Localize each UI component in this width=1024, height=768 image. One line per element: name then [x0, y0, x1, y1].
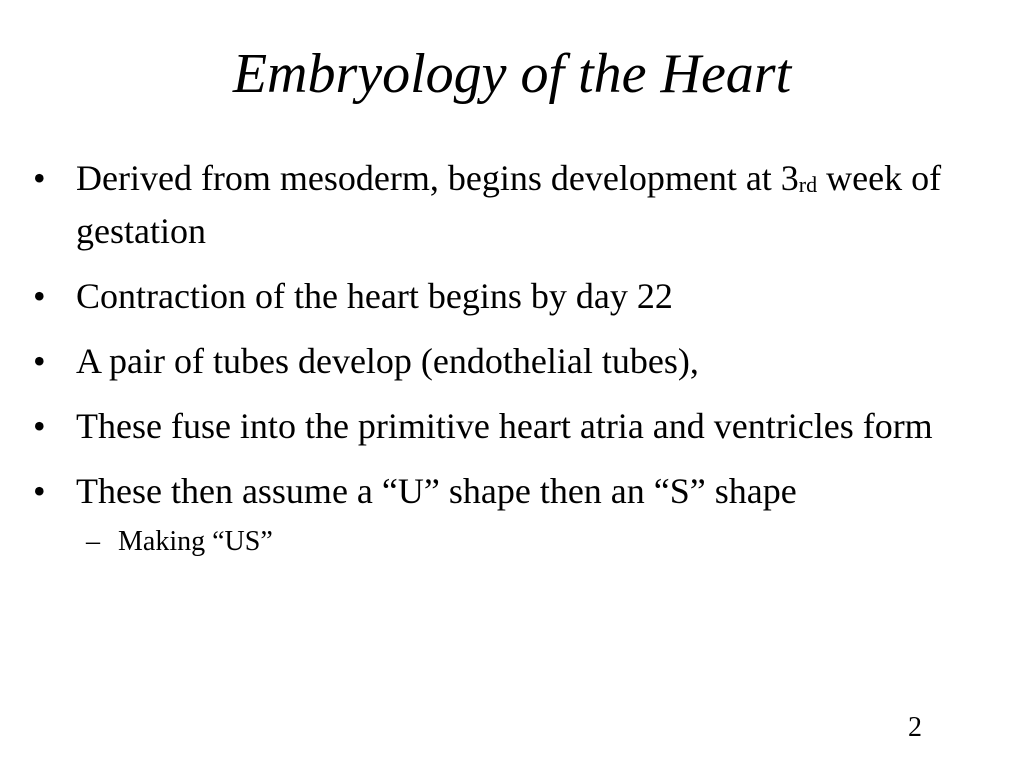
- superscript-text: rd: [798, 172, 818, 197]
- bullet-text: A pair of tubes develop (endothelial tubes),: [76, 341, 699, 381]
- bullet-text: These then assume a “U” shape then an “S” shape: [76, 471, 797, 511]
- bullet-item: [30, 335, 1020, 388]
- bullet-item: [30, 400, 1020, 453]
- bullet-marker: •: [33, 158, 46, 198]
- bullet-item: [30, 152, 1020, 258]
- bullet-text: Contraction of the heart begins by day 22: [76, 276, 673, 316]
- page-number: 2: [908, 712, 922, 743]
- bullet-marker: •: [33, 471, 46, 511]
- bullet-text: Derived from mesoderm, begins development at 3: [76, 158, 799, 198]
- bullet-list: [30, 152, 1020, 562]
- bullet-text-continued: week of gestation: [76, 158, 942, 251]
- bullet-item: [30, 270, 1020, 323]
- slide-title: Embryology of the Heart: [232, 43, 792, 105]
- bullet-marker: •: [33, 341, 46, 381]
- bullet-item: [30, 465, 1020, 518]
- bullet-marker: •: [33, 406, 46, 446]
- sub-bullet-item: [30, 522, 1020, 562]
- sub-bullet-text: Making “US”: [118, 526, 273, 557]
- bullet-text: These fuse into the primitive heart atria and ventricles form: [76, 406, 933, 446]
- sub-bullet-marker: –: [86, 526, 100, 557]
- bullet-marker: •: [33, 276, 46, 316]
